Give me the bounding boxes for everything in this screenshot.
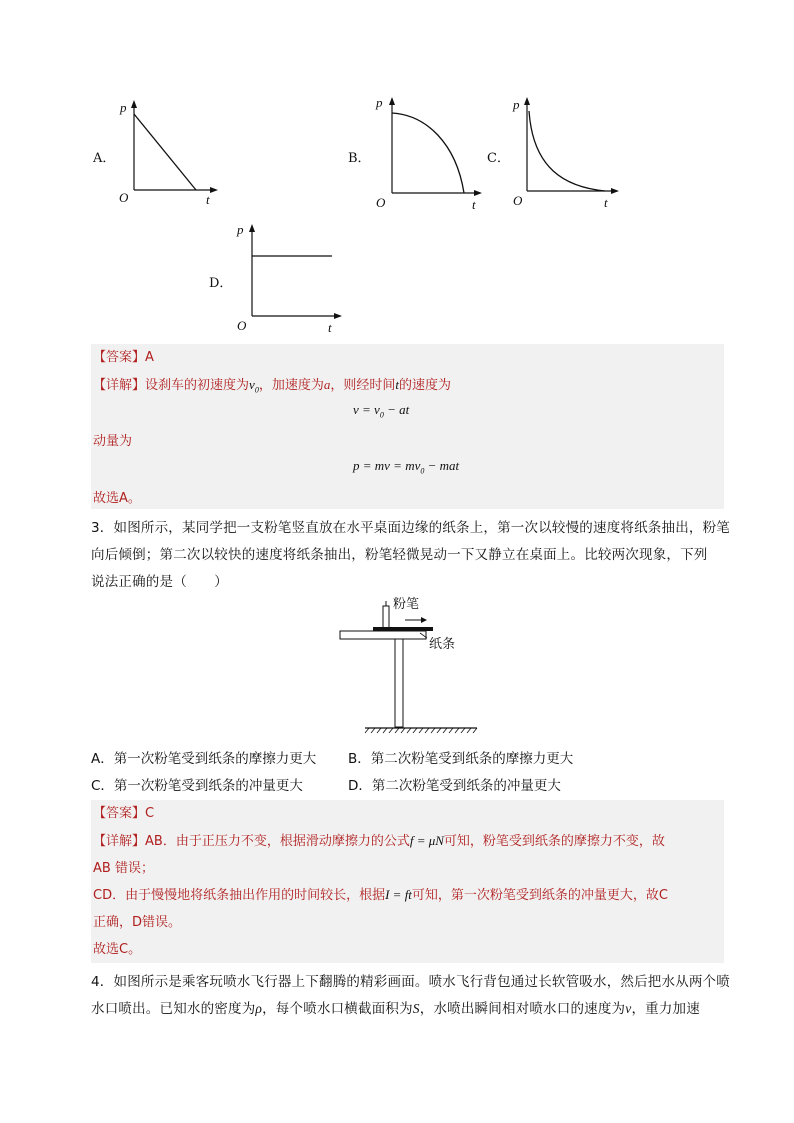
conclusion: 故选A。 xyxy=(93,491,141,506)
q3-answer-box xyxy=(91,800,724,963)
option-d-graph xyxy=(228,218,348,334)
y-axis-label: p xyxy=(237,222,244,237)
detail-text-3: ，则经时间 xyxy=(330,378,396,393)
answer-tag: 【答案】 xyxy=(93,350,146,365)
graph-b-svg xyxy=(368,91,488,211)
q3-line-1: 3．如图所示，某同学把一支粉笔竖直放在水平桌面边缘的纸条上，第一次以较慢的速度将纸条抽出，粉笔 xyxy=(91,520,730,536)
answer-line xyxy=(93,346,154,365)
q3-figure xyxy=(335,592,485,742)
y-axis-label: p xyxy=(120,100,127,115)
label-paper: 纸条 xyxy=(429,637,456,652)
option-c-label: C． xyxy=(487,151,510,166)
option-b-graph xyxy=(368,91,488,211)
x-arrow xyxy=(474,190,482,196)
answer-tag: 【答案】 xyxy=(93,806,146,821)
answer-value: C xyxy=(145,806,155,821)
q2-answer-box xyxy=(91,344,724,509)
y-arrow xyxy=(524,97,530,105)
x-arrow xyxy=(611,188,619,194)
momentum-label: 动量为 xyxy=(93,434,133,449)
q3-figure-svg xyxy=(335,592,485,742)
graph-c-svg xyxy=(505,91,625,211)
graph-a-svg xyxy=(110,98,230,208)
q3-choice-b: B．第二次粉笔受到纸条的摩擦力更大 xyxy=(348,751,574,767)
conclusion: 故选C。 xyxy=(93,942,142,957)
graph-d-svg xyxy=(228,218,348,334)
q4-line-2: 水口喷出。已知水的密度为ρ，每个喷水口横截面积为S，水喷出瞬间相对喷水口的速度为v，重力加速 xyxy=(91,1001,700,1017)
v0-symbol: $v_0$ xyxy=(249,377,259,395)
curve-convex-decrease xyxy=(529,111,605,191)
answer-value: A xyxy=(145,350,154,365)
x-axis-label: t xyxy=(604,195,608,210)
friction-formula: f = μN xyxy=(409,833,444,848)
q4-line-1: 4．如图所示是乘客玩喷水飞行器上下翻腾的精彩画面。喷水飞行背包通过长软管吸水，然后把水从两个喷 xyxy=(91,974,730,990)
detail-text-4: 的速度为 xyxy=(398,378,451,393)
equation-momentum: p = mv = $mv_0$ − mat xyxy=(353,458,460,476)
t-symbol: t xyxy=(395,377,399,392)
x-axis-label: t xyxy=(328,320,332,335)
option-d-label: D． xyxy=(209,276,233,291)
option-b-label: B． xyxy=(348,151,371,166)
q3-line-2: 向后倾倒；第二次以较快的速度将纸条抽出，粉笔轻微晃动一下又静立在桌面上。比较两次现象，下列 xyxy=(91,547,708,563)
detail-line-2: AB 错误； xyxy=(93,861,154,876)
q3-choice-a: A．第一次粉笔受到纸条的摩擦力更大 xyxy=(91,751,317,767)
detail-line xyxy=(93,374,451,395)
detail-text: 设刹车的初速度为 xyxy=(145,378,250,393)
q3-choice-d: D．第二次粉笔受到纸条的冲量更大 xyxy=(348,778,561,794)
detail-line-3: CD．由于慢慢地将纸条抽出作用的时间较长，根据I = ft可知，第一次粉笔受到纸条的冲量更大，故C xyxy=(93,887,668,903)
option-c-graph xyxy=(505,91,625,211)
paper-strip xyxy=(373,627,433,631)
table-top xyxy=(340,631,426,639)
x-arrow xyxy=(210,187,218,193)
detail-text-2: ，加速度为 xyxy=(258,378,324,393)
y-axis-label: p xyxy=(513,97,520,112)
table-leg xyxy=(395,639,403,727)
option-a-graph xyxy=(110,98,230,208)
origin-label: O xyxy=(376,195,386,210)
impulse-formula: I = ft xyxy=(385,887,412,902)
option-a-label: A． xyxy=(93,151,116,166)
detail-tag: 【详解】 xyxy=(93,378,146,393)
a-symbol: a xyxy=(323,377,331,392)
curve-linear-decrease xyxy=(134,114,196,190)
y-axis-label: p xyxy=(376,95,383,110)
q3-line-3: 说法正确的是（ ） xyxy=(91,574,228,590)
y-arrow xyxy=(131,100,137,108)
origin-label: O xyxy=(513,193,523,208)
label-chalk: 粉笔 xyxy=(393,597,420,612)
y-arrow xyxy=(249,224,255,232)
x-axis-label: t xyxy=(472,197,476,212)
detail-line-4: 正确，D错误。 xyxy=(93,915,182,930)
q3-choice-c: C．第一次粉笔受到纸条的冲量更大 xyxy=(91,778,303,794)
answer-line xyxy=(93,802,154,821)
x-arrow xyxy=(334,313,342,319)
origin-label: O xyxy=(237,318,247,333)
curve-concave-decrease xyxy=(392,113,464,193)
chalk xyxy=(383,606,389,628)
detail-tag: 【详解】 xyxy=(93,834,146,849)
detail-line-1: 【详解】AB．由于正压力不变，根据滑动摩擦力的公式f = μN可知，粉笔受到纸条的摩擦力不变，故 xyxy=(93,833,665,849)
x-axis-label: t xyxy=(206,192,210,207)
y-arrow xyxy=(389,97,395,105)
origin-label: O xyxy=(119,190,129,205)
equation-velocity: $v = v_0$ − at xyxy=(353,402,410,420)
